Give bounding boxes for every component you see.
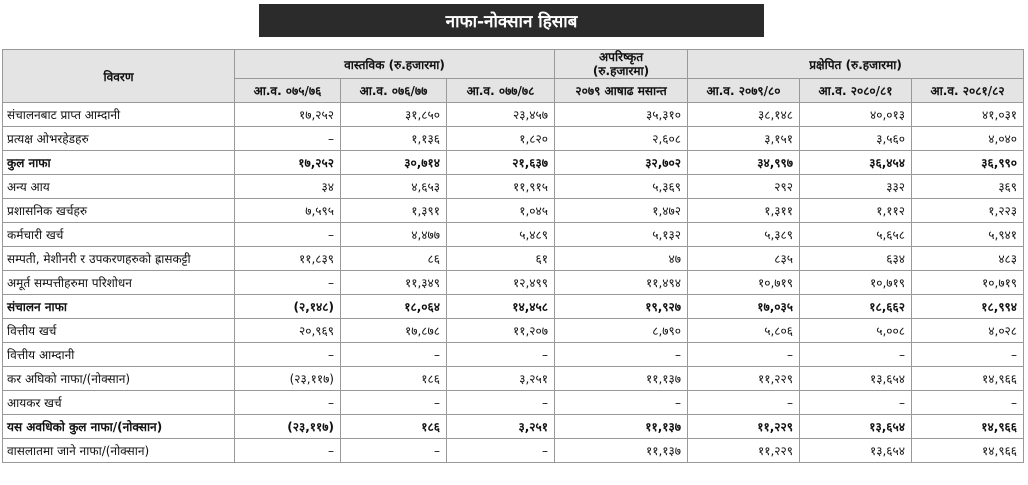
header-unaudited-col: २०७९ आषाढ मसान्त [555, 79, 688, 103]
table-cell: ३५,३१० [555, 103, 688, 127]
table-cell: ११,१३७ [555, 367, 688, 391]
table-cell: १८,९९४ [912, 295, 1024, 319]
table-cell: ४,०२८ [912, 319, 1024, 343]
row-label: वित्तीय आम्दानी [3, 343, 235, 367]
header-projected-col: आ.व. २०७९/८० [688, 79, 800, 103]
row-label: आयकर खर्च [3, 391, 235, 415]
table-cell: १७,२५२ [235, 151, 341, 175]
table-cell: २०,९६९ [235, 319, 341, 343]
table-cell: १४,९६६ [912, 415, 1024, 439]
table-cell: – [235, 391, 341, 415]
header-unaudited-line1: अपरिष्कृत [598, 50, 644, 64]
table-cell: १८६ [341, 367, 447, 391]
table-cell: ३४ [235, 175, 341, 199]
header-actual-col: आ.व. ०७७/७८ [447, 79, 555, 103]
table-cell: १४,४५८ [447, 295, 555, 319]
table-cell: ११,१३७ [555, 439, 688, 463]
table-row [3, 151, 1024, 175]
table-cell: १,०४५ [447, 199, 555, 223]
table-row [3, 295, 1024, 319]
row-label: अमूर्त सम्पत्तीहरुमा परिशोधन [3, 271, 235, 295]
table-cell: ३,१५१ [688, 127, 800, 151]
table-cell: ३,२५१ [447, 415, 555, 439]
row-label: कर्मचारी खर्च [3, 223, 235, 247]
table-cell: ८,७९० [555, 319, 688, 343]
table-row [3, 175, 1024, 199]
table-cell: ४,४७७ [341, 223, 447, 247]
table-cell: ८३५ [688, 247, 800, 271]
table-row [3, 367, 1024, 391]
table-cell: ४,६५३ [341, 175, 447, 199]
table-cell: (२,१४८) [235, 295, 341, 319]
table-cell: ३,२५१ [447, 367, 555, 391]
table-cell: १,३९१ [341, 199, 447, 223]
table-cell: ४८३ [912, 247, 1024, 271]
row-label: सम्पती, मेशीनरी र उपकरणहरुको ह्रासकट्टी [3, 247, 235, 271]
row-label: कुल नाफा [3, 151, 235, 175]
table-cell: १३,६५४ [800, 367, 912, 391]
table-cell: – [447, 343, 555, 367]
table-row [3, 271, 1024, 295]
table-cell: ६३४ [800, 247, 912, 271]
table-row [3, 343, 1024, 367]
header-actual-col: आ.व. ०७५/७६ [235, 79, 341, 103]
table-cell: – [800, 391, 912, 415]
table-cell: – [235, 223, 341, 247]
table-cell: ३३२ [800, 175, 912, 199]
table-cell: १०,७१९ [800, 271, 912, 295]
table-cell: २३,४५७ [447, 103, 555, 127]
table-cell: – [912, 343, 1024, 367]
table-cell: ४७ [555, 247, 688, 271]
table-cell: – [235, 127, 341, 151]
row-label: प्रत्यक्ष ओभरहेडहरु [3, 127, 235, 151]
table-cell: ११,८३९ [235, 247, 341, 271]
table-cell: – [800, 343, 912, 367]
table-cell: – [555, 391, 688, 415]
table-row [3, 199, 1024, 223]
table-cell: ५,१३२ [555, 223, 688, 247]
table-cell: १,११२ [800, 199, 912, 223]
table-cell: ११,१३७ [555, 415, 688, 439]
table-cell: ११,९१५ [447, 175, 555, 199]
table-cell: – [341, 391, 447, 415]
table-cell: ११,३४९ [341, 271, 447, 295]
row-label: प्रशासनिक खर्चहरु [3, 199, 235, 223]
table-cell: ३६९ [912, 175, 1024, 199]
table-cell: ५,८०६ [688, 319, 800, 343]
table-cell: ५,३८९ [688, 223, 800, 247]
table-cell: ३१,८५० [341, 103, 447, 127]
table-cell: – [447, 391, 555, 415]
header-unaudited-line2: (रु.हजारमा) [592, 64, 650, 78]
profit-loss-table [2, 49, 1024, 463]
table-cell: – [341, 343, 447, 367]
table-row [3, 127, 1024, 151]
header-description: विवरण [3, 50, 235, 103]
table-cell: १३,६५४ [800, 439, 912, 463]
table-cell: – [912, 391, 1024, 415]
table-cell: १७,०३५ [688, 295, 800, 319]
table-cell: १०,७१९ [688, 271, 800, 295]
table-cell: ११,२२९ [688, 415, 800, 439]
row-label: वित्तीय खर्च [3, 319, 235, 343]
table-cell: १८६ [341, 415, 447, 439]
table-row [3, 319, 1024, 343]
table-cell: – [447, 439, 555, 463]
table-cell: १०,७१९ [912, 271, 1024, 295]
table-cell: १८,०६४ [341, 295, 447, 319]
table-cell: ६१ [447, 247, 555, 271]
table-row [3, 247, 1024, 271]
table-cell: ४०,०१३ [800, 103, 912, 127]
table-cell: ४,०४० [912, 127, 1024, 151]
table-cell: (२३,११७) [235, 367, 341, 391]
table-cell: ८६ [341, 247, 447, 271]
table-row [3, 391, 1024, 415]
table-row [3, 223, 1024, 247]
table-cell: ११,४९४ [555, 271, 688, 295]
page-title: नाफा-नोक्सान हिसाब [259, 4, 764, 37]
header-projected-group: प्रक्षेपित (रु.हजारमा) [688, 50, 1024, 79]
table-row [3, 415, 1024, 439]
table-cell: १,४७२ [555, 199, 688, 223]
row-label: यस अवधिको कुल नाफा/(नोक्सान) [3, 415, 235, 439]
row-label: संचालनबाट प्राप्त आम्दानी [3, 103, 235, 127]
table-cell: ३६,४५४ [800, 151, 912, 175]
row-label: संचालन नाफा [3, 295, 235, 319]
table-cell: – [341, 439, 447, 463]
table-row [3, 103, 1024, 127]
table-cell: – [235, 439, 341, 463]
table-cell: २१,६३७ [447, 151, 555, 175]
table-cell: ३०,७१४ [341, 151, 447, 175]
row-label: अन्य आय [3, 175, 235, 199]
table-cell: १४,९६६ [912, 367, 1024, 391]
header-projected-col: आ.व. २०८०/८१ [800, 79, 912, 103]
header-unaudited-group [555, 50, 688, 79]
table-cell: – [688, 391, 800, 415]
table-cell: ११,२०७ [447, 319, 555, 343]
table-cell: १,१३६ [341, 127, 447, 151]
table-cell: ३८,१४८ [688, 103, 800, 127]
table-cell: ५,४८९ [447, 223, 555, 247]
table-cell: २९२ [688, 175, 800, 199]
table-cell: १,८२० [447, 127, 555, 151]
table-cell: ५,६५८ [800, 223, 912, 247]
table-cell: १९,९२७ [555, 295, 688, 319]
table-cell: ७,५९५ [235, 199, 341, 223]
table-cell: १३,६५४ [800, 415, 912, 439]
table-cell: १७,२५२ [235, 103, 341, 127]
table-cell: ११,२२९ [688, 367, 800, 391]
table-cell: १२,४९९ [447, 271, 555, 295]
table-cell: १,२२३ [912, 199, 1024, 223]
table-cell: – [688, 343, 800, 367]
table-cell: १८,६६२ [800, 295, 912, 319]
table-cell: – [235, 343, 341, 367]
table-cell: ५,९४१ [912, 223, 1024, 247]
table-cell: – [555, 343, 688, 367]
table-row [3, 439, 1024, 463]
table-cell: ४१,०३१ [912, 103, 1024, 127]
table-cell: ३६,९९० [912, 151, 1024, 175]
table-cell: १,३११ [688, 199, 800, 223]
table-cell: ३४,९९७ [688, 151, 800, 175]
table-cell: (२३,११७) [235, 415, 341, 439]
table-cell: १४,९६६ [912, 439, 1024, 463]
table-cell: ३,५६० [800, 127, 912, 151]
table-cell: – [235, 271, 341, 295]
row-label: वासलातमा जाने नाफा/(नोक्सान) [3, 439, 235, 463]
header-projected-col: आ.व. २०८१/८२ [912, 79, 1024, 103]
header-actual-col: आ.व. ०७६/७७ [341, 79, 447, 103]
table-cell: ५,३६९ [555, 175, 688, 199]
table-cell: ५,००८ [800, 319, 912, 343]
table-cell: ११,२२९ [688, 439, 800, 463]
table-cell: १७,८७८ [341, 319, 447, 343]
header-actual-group: वास्तविक (रु.हजारमा) [235, 50, 555, 79]
row-label: कर अघिको नाफा/(नोक्सान) [3, 367, 235, 391]
table-cell: २,६०८ [555, 127, 688, 151]
table-cell: ३२,७०२ [555, 151, 688, 175]
